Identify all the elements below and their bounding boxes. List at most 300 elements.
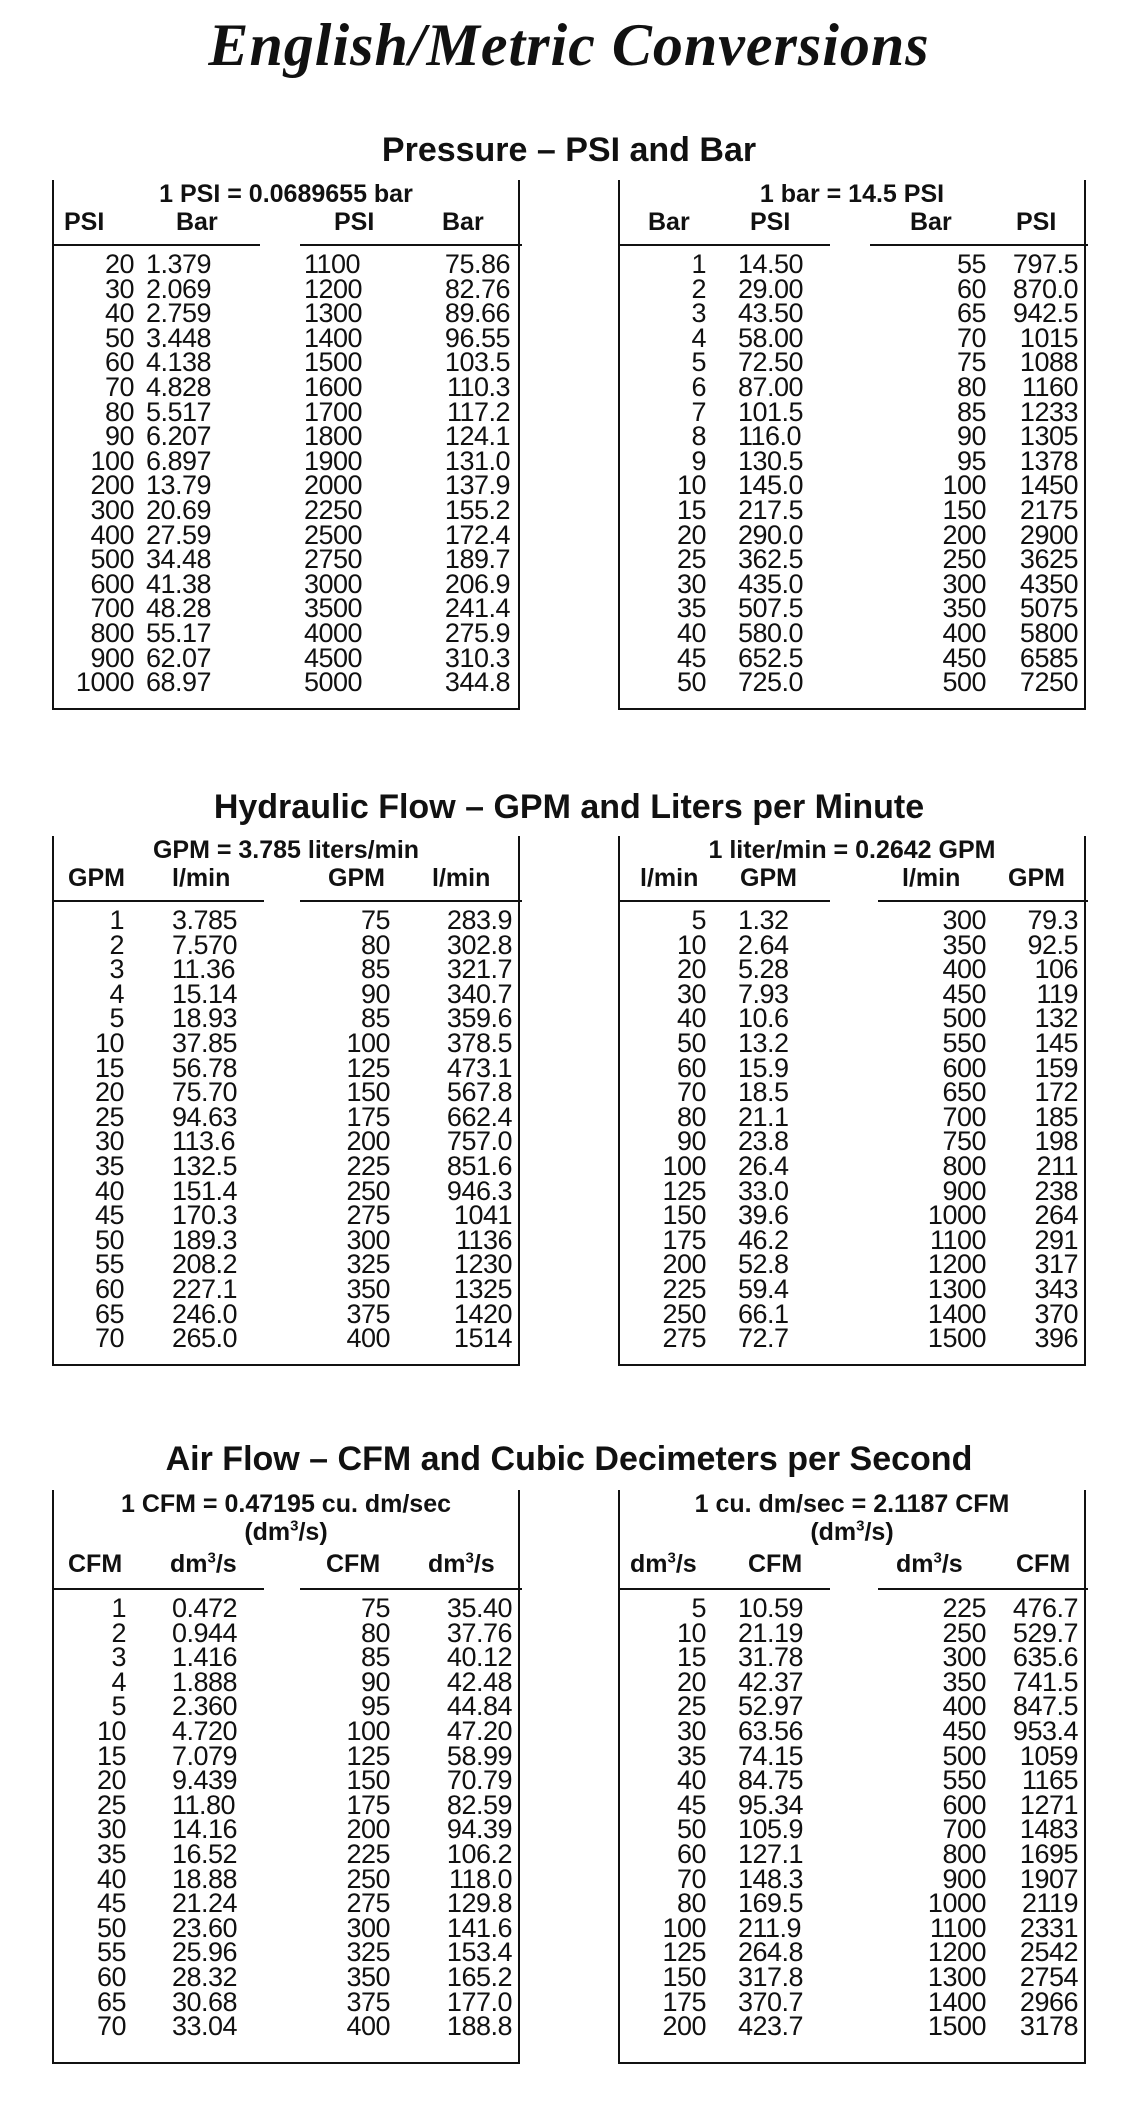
table-cell: 264 — [1034, 1200, 1078, 1231]
psi-column-2 — [304, 249, 390, 698]
table-cell: 72.50 — [738, 347, 804, 378]
table-cell: 92.5 — [1027, 929, 1078, 960]
table-cell: 225 — [346, 1838, 390, 1869]
table-cell: 40 — [676, 1003, 706, 1034]
gpm-to-lmin-table — [52, 836, 520, 1366]
bar-column-2 — [400, 249, 510, 698]
table-cell: 4350 — [1019, 568, 1078, 599]
table-cell: 155.2 — [444, 494, 510, 525]
header-lmin-1: l/min — [640, 864, 699, 892]
table-cell: 106 — [1034, 954, 1078, 985]
table-cell: 953.4 — [1012, 1715, 1078, 1746]
table-cell: 4 — [691, 322, 706, 353]
table-cell: 72.7 — [738, 1323, 789, 1354]
gpm-column-2 — [304, 905, 390, 1354]
table-cell: 200 — [90, 470, 134, 501]
header-dm3s-2: $dm^3/s$ — [428, 1549, 495, 1578]
table-cell: 127.1 — [738, 1838, 804, 1869]
hydraulic-section-title: Hydraulic Flow – GPM and Liters per Minute — [213, 788, 925, 826]
table-cell: 1041 — [453, 1200, 512, 1231]
table-cell: 423.7 — [738, 2011, 804, 2042]
cfm-column-1 — [54, 1593, 126, 2042]
header-bar-2: Bar — [442, 208, 484, 236]
cfm-column-2 — [304, 1593, 390, 2042]
table-cell: 400 — [942, 617, 986, 648]
table-cell: 400 — [942, 1691, 986, 1722]
table-cell: 1907 — [1019, 1863, 1078, 1894]
header-rule-right — [878, 900, 1088, 902]
table-cell: 200 — [662, 2011, 706, 2042]
table-cell: 118.0 — [448, 1863, 512, 1894]
table-cell: 96.55 — [444, 322, 510, 353]
table-cell: 188.8 — [446, 2011, 512, 2042]
table-cell: 100 — [346, 1027, 390, 1058]
table-cell: 1.888 — [172, 1666, 238, 1697]
table-cell: 1100 — [929, 1224, 986, 1255]
table-cell: 450 — [942, 1715, 986, 1746]
table-cell: 13.79 — [146, 470, 212, 501]
table-cell: 500 — [90, 544, 134, 575]
table-cell: 35 — [676, 1740, 706, 1771]
table-cell: 250 — [942, 544, 986, 575]
table-cell: 370 — [1034, 1298, 1078, 1329]
table-cell: 50 — [94, 1224, 124, 1255]
table-cell: 211 — [1036, 1150, 1078, 1181]
bar-to-psi-formula: 1 bar = 14.5 PSI — [759, 180, 945, 208]
header-rule-right — [878, 1588, 1088, 1590]
table-cell: 131.0 — [444, 445, 510, 476]
table-cell: 310.3 — [444, 642, 510, 673]
table-cell: 80 — [360, 929, 390, 960]
table-cell: 106.2 — [446, 1838, 512, 1869]
table-cell: 1200 — [304, 273, 363, 304]
table-cell: 290.0 — [738, 519, 804, 550]
header-rule-right — [300, 1588, 522, 1590]
table-cell: 45 — [94, 1200, 124, 1231]
table-cell: 48.28 — [146, 593, 212, 624]
table-cell: 567.8 — [446, 1077, 512, 1108]
table-cell: 50 — [676, 1814, 706, 1845]
table-cell: 1059 — [1019, 1740, 1078, 1771]
table-cell: 10.59 — [738, 1593, 804, 1623]
table-cell: 375 — [346, 1298, 390, 1329]
table-cell: 1000 — [927, 1200, 986, 1231]
header-rule-left — [52, 1588, 264, 1590]
table-cell: 225 — [346, 1150, 390, 1181]
table-cell: 151.4 — [172, 1175, 238, 1206]
table-cell: 4 — [111, 1666, 126, 1697]
bar-column-1 — [620, 249, 706, 698]
table-cell: 70 — [676, 1863, 706, 1894]
table-cell: 101.5 — [738, 396, 804, 427]
table-cell: 5 — [691, 1593, 706, 1623]
table-cell: 600 — [942, 1789, 986, 1820]
table-cell: 10 — [94, 1027, 124, 1058]
table-cell: 75 — [360, 905, 390, 935]
table-cell: 105.9 — [738, 1814, 804, 1845]
table-cell: 25 — [676, 1691, 706, 1722]
table-cell: 1200 — [927, 1249, 986, 1280]
table-cell: 700 — [942, 1814, 986, 1845]
table-cell: 82.76 — [444, 273, 510, 304]
table-cell: 1233 — [1019, 396, 1078, 427]
dm3s-column-1 — [172, 1593, 272, 2042]
table-cell: 847.5 — [1012, 1691, 1078, 1722]
table-cell: 1600 — [304, 371, 363, 402]
table-cell: 225 — [942, 1593, 986, 1623]
table-cell: 18.5 — [738, 1077, 789, 1108]
table-cell: 165.2 — [446, 1961, 512, 1992]
table-cell: 200 — [346, 1126, 390, 1157]
table-cell: 217.5 — [738, 494, 804, 525]
table-cell: 250 — [346, 1175, 390, 1206]
table-cell: 15 — [96, 1740, 126, 1771]
table-cell: 359.6 — [446, 1003, 512, 1034]
psi-column-2 — [986, 249, 1078, 698]
table-cell: 35 — [676, 593, 706, 624]
table-cell: 27.59 — [146, 519, 212, 550]
table-cell: 350 — [346, 1961, 390, 1992]
header-rule-right — [300, 900, 522, 902]
table-cell: 5 — [691, 905, 706, 935]
table-cell: 400 — [346, 1323, 390, 1354]
table-cell: 55 — [94, 1249, 124, 1280]
table-cell: 1400 — [304, 322, 363, 353]
table-cell: 63.56 — [738, 1715, 804, 1746]
table-cell: 700 — [90, 593, 134, 624]
table-cell: 2 — [691, 273, 706, 304]
table-cell: 75.70 — [172, 1077, 238, 1108]
table-cell: 250 — [662, 1298, 706, 1329]
header-rule-left — [618, 1588, 830, 1590]
table-cell: 50 — [96, 1912, 126, 1943]
table-cell: 50 — [676, 667, 706, 698]
table-cell: 473.1 — [446, 1052, 512, 1083]
table-cell: 30 — [96, 1814, 126, 1845]
table-cell: 50 — [676, 1027, 706, 1058]
table-cell: 198 — [1034, 1126, 1078, 1157]
table-cell: 300 — [942, 1642, 986, 1673]
table-cell: 85 — [956, 396, 986, 427]
table-cell: 1000 — [75, 667, 134, 698]
table-cell: 3 — [111, 1642, 126, 1673]
table-cell: 132.5 — [172, 1150, 238, 1181]
table-cell: 177.0 — [446, 1986, 512, 2017]
table-cell: 29.00 — [738, 273, 804, 304]
table-cell: 26.4 — [738, 1150, 789, 1181]
table-cell: 250 — [942, 1617, 986, 1648]
table-cell: 1 — [109, 905, 124, 935]
dm3s-column-2 — [870, 1593, 986, 2042]
table-cell: 3.785 — [172, 905, 238, 935]
table-cell: 291 — [1034, 1224, 1078, 1255]
table-cell: 30 — [676, 1715, 706, 1746]
table-cell: 2500 — [304, 519, 363, 550]
table-cell: 60 — [676, 1052, 706, 1083]
table-cell: 21.19 — [738, 1617, 804, 1648]
table-cell: 4000 — [304, 617, 363, 648]
table-cell: 3000 — [304, 568, 363, 599]
table-cell: 225 — [662, 1273, 706, 1304]
table-cell: 3500 — [304, 593, 363, 624]
table-cell: 87.00 — [738, 371, 804, 402]
table-cell: 185 — [1034, 1101, 1078, 1132]
table-cell: 200 — [346, 1814, 390, 1845]
table-cell: 0.944 — [172, 1617, 238, 1648]
header-gpm-1: GPM — [68, 864, 125, 892]
table-cell: 18.88 — [172, 1863, 238, 1894]
table-cell: 20 — [104, 249, 134, 279]
bar-to-psi-table — [618, 180, 1086, 710]
table-cell: 175 — [346, 1789, 390, 1820]
table-cell: 66.1 — [738, 1298, 789, 1329]
table-cell: 1700 — [304, 396, 363, 427]
table-cell: 132 — [1034, 1003, 1078, 1034]
table-cell: 189.3 — [172, 1224, 238, 1255]
table-cell: 500 — [942, 667, 986, 698]
table-cell: 800 — [942, 1150, 986, 1181]
table-cell: 70 — [96, 2011, 126, 2042]
table-cell: 375 — [346, 1986, 390, 2017]
gpm-column-2 — [986, 905, 1078, 1354]
table-cell: 90 — [104, 421, 134, 452]
table-cell: 325 — [346, 1937, 390, 1968]
table-cell: 250 — [346, 1863, 390, 1894]
table-cell: 52.97 — [738, 1691, 804, 1722]
table-cell: 283.9 — [446, 905, 512, 935]
table-cell: 189.7 — [444, 544, 510, 575]
page-title: English/Metric Conversions — [208, 12, 930, 78]
header-psi-2: PSI — [334, 208, 375, 236]
table-cell: 2.64 — [738, 929, 789, 960]
header-rule-left — [52, 244, 260, 246]
table-cell: 80 — [104, 396, 134, 427]
bar-column-1 — [146, 249, 246, 698]
table-cell: 44.84 — [446, 1691, 512, 1722]
table-cell: 1483 — [1019, 1814, 1078, 1845]
table-cell: 946.3 — [446, 1175, 512, 1206]
table-cell: 1 — [111, 1593, 126, 1623]
table-cell: 80 — [956, 371, 986, 402]
table-cell: 50 — [104, 322, 134, 353]
table-cell: 550 — [942, 1027, 986, 1058]
header-psi-2: PSI — [1016, 208, 1057, 236]
table-cell: 40 — [94, 1175, 124, 1206]
table-cell: 14.50 — [738, 249, 804, 279]
table-cell: 89.66 — [444, 298, 510, 329]
table-cell: 100 — [662, 1912, 706, 1943]
table-cell: 797.5 — [1012, 249, 1078, 279]
table-cell: 16.52 — [172, 1838, 238, 1869]
table-cell: 5800 — [1019, 617, 1078, 648]
table-cell: 2542 — [1019, 1937, 1078, 1968]
table-cell: 58.00 — [738, 322, 804, 353]
table-cell: 47.20 — [446, 1715, 512, 1746]
table-cell: 119 — [1036, 978, 1078, 1009]
table-cell: 5.28 — [738, 954, 789, 985]
table-cell: 60 — [104, 347, 134, 378]
table-cell: 300 — [90, 494, 134, 525]
table-cell: 45 — [96, 1888, 126, 1919]
table-cell: 275 — [662, 1323, 706, 1354]
table-cell: 20 — [94, 1077, 124, 1108]
header-lmin-2: l/min — [902, 864, 961, 892]
table-cell: 652.5 — [738, 642, 804, 673]
header-rule-left — [618, 900, 830, 902]
psi-column-1 — [738, 249, 838, 698]
dm3s-to-cfm-formula-line1: 1 cu. dm/sec = 2.1187 CFM — [694, 1490, 1010, 1518]
table-cell: 40 — [676, 1765, 706, 1796]
dm3s-column-2 — [400, 1593, 512, 2042]
table-cell: 113.6 — [172, 1126, 236, 1157]
table-cell: 350 — [942, 1666, 986, 1697]
table-cell: 60 — [956, 273, 986, 304]
table-cell: 4.138 — [146, 347, 212, 378]
table-cell: 15 — [676, 494, 706, 525]
table-cell: 700 — [942, 1101, 986, 1132]
table-cell: 150 — [346, 1077, 390, 1108]
table-cell: 350 — [942, 929, 986, 960]
table-cell: 600 — [90, 568, 134, 599]
table-cell: 100 — [346, 1715, 390, 1746]
table-cell: 85 — [360, 1003, 390, 1034]
table-cell: 900 — [90, 642, 134, 673]
table-cell: 65 — [96, 1986, 126, 2017]
table-cell: 1500 — [927, 2011, 986, 2042]
table-cell: 246.0 — [172, 1298, 238, 1329]
table-cell: 70 — [94, 1323, 124, 1354]
table-cell: 2966 — [1019, 1986, 1078, 2017]
table-cell: 362.5 — [738, 544, 804, 575]
cfm-to-dm3s-table — [52, 1490, 520, 2064]
table-cell: 1305 — [1019, 421, 1078, 452]
header-bar-2: Bar — [910, 208, 952, 236]
table-cell: 70 — [676, 1077, 706, 1108]
table-cell: 2.759 — [146, 298, 212, 329]
table-cell: 75 — [956, 347, 986, 378]
table-cell: 125 — [346, 1052, 390, 1083]
table-cell: 200 — [662, 1249, 706, 1280]
table-cell: 340.7 — [446, 978, 512, 1009]
table-cell: 175 — [346, 1101, 390, 1132]
table-cell: 18.93 — [172, 1003, 238, 1034]
table-cell: 1.379 — [146, 249, 212, 279]
header-cfm-1: CFM — [748, 1550, 803, 1578]
table-cell: 10 — [676, 470, 706, 501]
header-rule-left — [618, 244, 830, 246]
table-cell: 145.0 — [738, 470, 804, 501]
table-cell: 95 — [360, 1691, 390, 1722]
table-cell: 14.16 — [172, 1814, 238, 1845]
table-cell: 30 — [676, 978, 706, 1009]
table-cell: 370.7 — [738, 1986, 804, 2017]
table-cell: 400 — [90, 519, 134, 550]
table-cell: 60 — [96, 1961, 126, 1992]
table-cell: 317 — [1034, 1249, 1078, 1280]
table-cell: 30 — [94, 1126, 124, 1157]
psi-to-bar-formula: 1 PSI = 0.0689655 bar — [159, 180, 413, 208]
table-cell: 450 — [942, 978, 986, 1009]
table-cell: 275.9 — [444, 617, 510, 648]
table-cell: 264.8 — [738, 1937, 804, 1968]
cfm-to-dm3s-formula-line1: 1 CFM = 0.47195 cu. dm/sec — [120, 1490, 452, 1518]
table-cell: 125 — [346, 1740, 390, 1771]
table-cell: 378.5 — [446, 1027, 512, 1058]
table-cell: 300 — [346, 1224, 390, 1255]
table-cell: 300 — [942, 905, 986, 935]
table-cell: 650 — [942, 1077, 986, 1108]
table-cell: 7.570 — [172, 929, 238, 960]
table-cell: 75 — [360, 1593, 390, 1623]
table-cell: 70.79 — [446, 1765, 512, 1796]
header-gpm-2: GPM — [328, 864, 385, 892]
table-cell: 396 — [1034, 1323, 1078, 1354]
table-cell: 2250 — [304, 494, 363, 525]
table-cell: 42.37 — [738, 1666, 804, 1697]
gpm-column-1 — [54, 905, 124, 1354]
table-cell: 5075 — [1019, 593, 1078, 624]
header-lmin-1: l/min — [172, 864, 231, 892]
table-cell: 5.517 — [146, 396, 212, 427]
table-cell: 10 — [676, 1617, 706, 1648]
table-cell: 159 — [1034, 1052, 1078, 1083]
table-cell: 60 — [676, 1838, 706, 1869]
table-cell: 37.76 — [446, 1617, 512, 1648]
table-cell: 33.04 — [172, 2011, 238, 2042]
table-cell: 6.207 — [146, 421, 212, 452]
table-cell: 1015 — [1019, 322, 1078, 353]
header-psi-1: PSI — [750, 208, 791, 236]
table-cell: 1400 — [927, 1986, 986, 2017]
table-cell: 56.78 — [172, 1052, 238, 1083]
lmin-column-2 — [400, 905, 512, 1354]
table-cell: 79.3 — [1027, 905, 1078, 935]
table-cell: 175 — [662, 1224, 706, 1255]
table-cell: 1325 — [453, 1273, 512, 1304]
table-cell: 1400 — [927, 1298, 986, 1329]
table-cell: 851.6 — [446, 1150, 512, 1181]
table-cell: 65 — [956, 298, 986, 329]
table-cell: 75.86 — [444, 249, 510, 279]
table-cell: 3178 — [1019, 2011, 1078, 2042]
table-cell: 500 — [942, 1003, 986, 1034]
table-cell: 52.8 — [738, 1249, 789, 1280]
table-cell: 2119 — [1021, 1888, 1078, 1919]
table-cell: 90 — [676, 1126, 706, 1157]
table-cell: 20 — [676, 954, 706, 985]
table-cell: 1 — [691, 249, 706, 279]
table-cell: 100 — [90, 445, 134, 476]
table-cell: 300 — [346, 1912, 390, 1943]
table-cell: 84.75 — [738, 1765, 804, 1796]
table-cell: 40 — [96, 1863, 126, 1894]
table-cell: 435.0 — [738, 568, 804, 599]
header-lmin-2: l/min — [432, 864, 491, 892]
table-cell: 1.416 — [172, 1642, 238, 1673]
table-cell: 0.472 — [172, 1593, 238, 1623]
cfm-to-dm3s-formula-unit: $(dm^3/s)$ — [244, 1517, 328, 1546]
table-cell: 15.9 — [738, 1052, 789, 1083]
table-cell: 7.93 — [738, 978, 789, 1009]
table-cell: 94.63 — [172, 1101, 238, 1132]
table-cell: 172 — [1034, 1077, 1078, 1108]
table-cell: 1000 — [927, 1888, 986, 1919]
table-cell: 58.99 — [446, 1740, 512, 1771]
table-cell: 350 — [346, 1273, 390, 1304]
table-cell: 500 — [942, 1740, 986, 1771]
lmin-column-2 — [870, 905, 986, 1354]
table-cell: 529.7 — [1012, 1617, 1078, 1648]
